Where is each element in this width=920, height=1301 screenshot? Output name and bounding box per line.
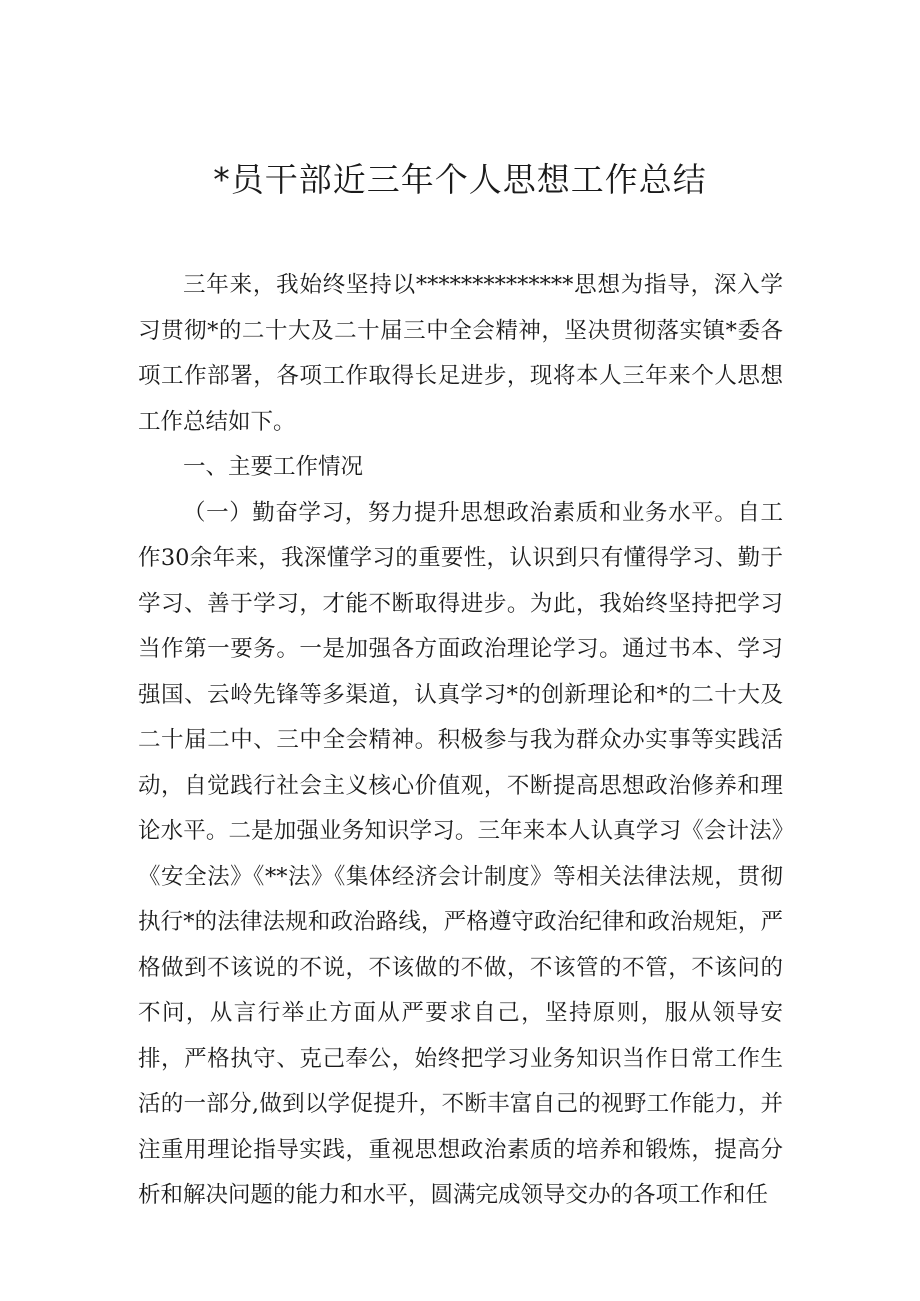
intro-paragraph: 三年来，我始终坚持以**************思想为指导，深入学习贯彻*的二十大及二十届三中全会精神，坚决贯彻落实镇*委各项工作部署，各项工作取得长足进步，现将本人三年来个人思想工作总结如下。 <box>138 272 783 435</box>
document-title: *员干部近三年个人思想工作总结 <box>213 160 707 199</box>
document-body <box>138 263 783 1219</box>
section-heading: 一、主要工作情况 <box>183 454 364 480</box>
body-paragraph: （一）勤奋学习，努力提升思想政治素质和业务水平。自工作30余年来，我深懂学习的重要性，认识到只有懂得学习、勤于学习、善于学习，才能不断取得进步。为此，我始终坚持把学习当作第一要务。一是加强各方面政治理论学习。通过书本、学习强国、云岭先锋等多渠道，认真学习*的创新理论和*的二十大及二十届二中、三中全会精神。积极参与我为群众办实事等实践活动，自觉践行社会主义核心价值观，不断提高思想政治修养和理论水平。二是加强业务知识学习。三年来本人认真学习《会计法》《安全法》《**法》《集体经济会计制度》等相关法律法规，贯彻执行*的法律法规和政治路线，严格遵守政治纪律和政治规矩，严格做到不该说的不说，不该做的不做，不该管的不管，不该问的不问，从言行举止方面从严要求自己，坚持原则，服从领导安排，严格执守、克己奉公，始终把学习业务知识当作日常工作生活的一部分,做到以学促提升，不断丰富自己的视野工作能力，并注重用理论指导实践，重视思想政治素质的培养和锻炼，提高分析和解决问题的能力和水平，圆满完成领导交办的各项工作和任 <box>138 499 783 1208</box>
